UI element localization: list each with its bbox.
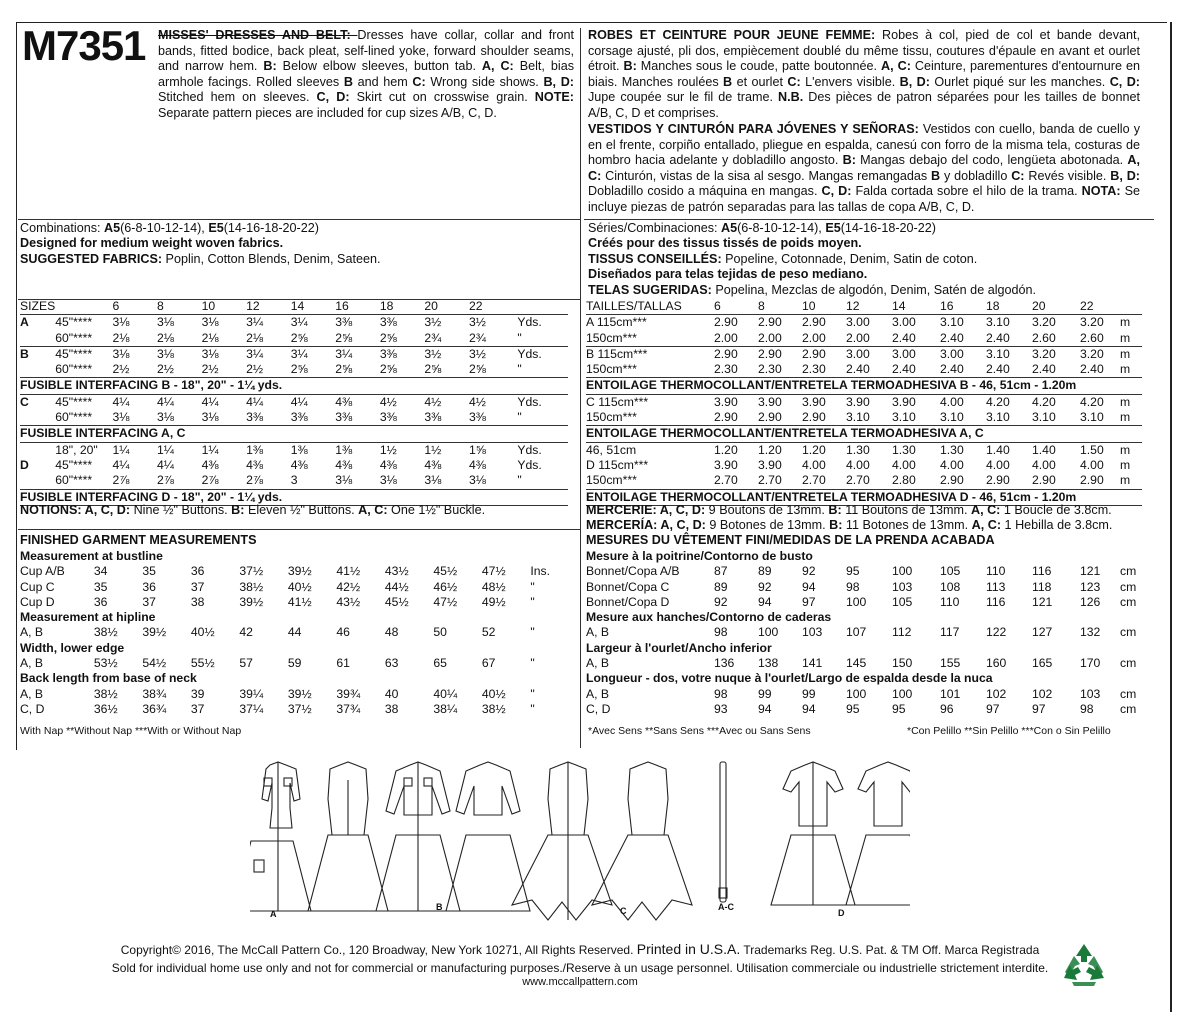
table-row: ENTOILAGE THERMOCOLLANT/ENTRETELA TERMOADHESIVA B - 46, 51cm - 1.20m [586,378,1142,394]
view-d-back [846,762,910,905]
finished-measurements-table [20,549,568,717]
website: www.mccallpattern.com [522,976,638,988]
finished-title-en: FINISHED GARMENT MEASUREMENTS [20,533,257,547]
table-row: Largeur à l'ourlet/Ancho inferior [586,640,772,655]
metric-table [586,299,1142,506]
info-line: Diseñados para telas tejidas de peso mediano. [588,267,868,282]
table-row: A, B 38½ 38¾ 39 39¼ 39½ 39¾ 40 40¼ 40½ " [20,686,535,701]
finished-title-fr-es: MESURES DU VÊTEMENT FINI/MEDIDAS DE LA PRENDA ACABADA [586,533,995,547]
table-row: D 115cm*** 3.90 3.90 4.00 4.00 4.00 4.00 4.00 4.00 4.00 m [586,457,1131,472]
recycle-icon [1060,942,1108,988]
table-row: Cup C 35 36 37 38½ 40½ 42½ 44½ 46½ 48½ " [20,579,535,594]
table-row: Bonnet/Copa D 92 94 97 100 105 110 116 121 126 cm [586,594,1137,609]
view-label-d: D [838,908,845,918]
table-row: Back length from base of neck [20,671,197,686]
table-row: Cup A/B 34 35 36 37½ 39½ 41½ 43½ 45½ 47½ Ins. [20,564,551,579]
table-row: A, B 98 99 99 100 100 101 102 102 103 cm [586,686,1137,701]
info-line: TELAS SUGERIDAS: Popelina, Mezclas de algodón, Denim, Satén de algodón. [588,282,1037,297]
table-row: 60"**** 2½ 2½ 2½ 2½ 2⅝ 2⅝ 2⅝ 2⅝ 2⅝ " [20,362,568,378]
table-row: B 115cm*** 2.90 2.90 2.90 3.00 3.00 3.00 3.10 3.20 3.20 m [586,346,1131,361]
table-row: 150cm*** 2.30 2.30 2.30 2.40 2.40 2.40 2.40 2.40 2.40 m [586,362,1142,378]
table-row: Measurement at bustline [20,549,163,563]
finished-measurements-table-metric [586,549,1142,717]
description-spanish: VESTIDOS Y CINTURÓN PARA JÓVENES Y SEÑORAS: Vestidos con cuello, banda de cuello y en el frente, corpiño entallado, pliegue en espalda, canesú con forro de la misma tela, costuras de hombro hacia adelante y dobladillo angosto. B: Mangas debajo del codo, lengüeta abotonada. A, C: Cinturón, vistas de la sisa al sesgo. Mangas remangadas B y dobladillo C: Revés visible. B, D: Dobladillo cosido a máquina en mangas. C, D: Falda cortada sobre el hilo de la trama. NOTA: Se incluye piezas de patrón separadas para las tallas de copa A/B, C, D. [588,122,1140,214]
series-info: Séries/Combinaciones: A5(6-8-10-12-14), E5(14-16-18-20-22) Créés pour des tissus tissés de poids moyen. TISSUS CONSEILLÉS: Popeline, Cotonnade, Denim, Satin de coton. Diseñados para telas tejidas de peso mediano. TELAS SUGERIDAS: Popelina, Mezclas de algodón, Denim, Satén de algodón. [588,221,1148,298]
table-row: 150cm*** 2.90 2.90 2.90 3.10 3.10 3.10 3.10 3.10 3.10 m [586,410,1142,426]
view-label-ac: A-C [718,902,734,912]
table-row: 60"**** 2⅛ 2⅛ 2⅛ 2⅛ 2⅝ 2⅝ 2⅝ 2¾ 2¾ " [20,331,568,347]
table-row: 150cm*** 2.70 2.70 2.70 2.70 2.80 2.90 2.90 2.90 2.90 m [586,473,1142,489]
table-row: FUSIBLE INTERFACING B - 18", 20" - 1¼ yds. [20,378,568,394]
title-misses-dresses: MISSES' DRESSES AND BELT: [158,28,358,42]
table-row: Longueur - dos, votre nuque à l'ourlet/Largo de espalda desde la nuca [586,671,993,686]
table-row: C 45"**** 4¼ 4¼ 4¼ 4¼ 4¼ 4⅜ 4½ 4½ 4½ Yds. [20,394,542,409]
table-row: C, D 93 94 94 95 95 96 97 97 98 cm [586,701,1137,716]
view-label-a: A [270,909,277,919]
table-row: A 45"**** 3⅛ 3⅛ 3⅛ 3¼ 3¼ 3⅜ 3⅜ 3½ 3½ Yds. [20,315,542,330]
table-row: TAILLES/TALLAS 6 8 10 12 14 16 18 20 22 [586,299,1142,315]
view-label-c: C [620,906,627,916]
yardage-table [20,299,568,506]
notions: NOTIONS: A, C, D: Nine ½" Buttons. B: Eleven ½" Buttons. A, C: One 1½" Buckle. [20,503,486,517]
table-row: D 45"**** 4¼ 4¼ 4⅜ 4⅜ 4⅜ 4⅜ 4⅜ 4⅜ 4⅜ Yds. [20,457,542,472]
table-row: SIZES 6 8 10 12 14 16 18 20 22 [20,299,568,315]
table-row: A, B 136 138 141 145 150 155 160 165 170 cm [586,656,1137,671]
table-row: 46, 51cm 1.20 1.20 1.20 1.30 1.30 1.30 1.40 1.40 1.50 m [586,442,1131,457]
nap-footnote-fr: *Avec Sens **Sans Sens ***Avec ou Sans Sens [588,725,811,737]
table-row: Bonnet/Copa A/B 87 89 92 95 100 105 110 116 121 cm [586,564,1137,579]
mercerie-line: MERCERIE: A, C, D: 9 Boutons de 13mm. B: 11 Boutons de 13mm. A, C: 1 Boucle de 3.8cm. [586,503,1112,517]
description-english: MISSES' DRESSES AND BELT: Dresses have collar, collar and front bands, fitted bodice, back pleat, self-lined yoke, forward shoulder seams, and narrow hem. B: Below elbow sleeves, button tab. A, C: Belt, bias armhole facings. Rolled sleeves B and hem C: Wrong side shows. B, D: Stitched hem on sleeves. C, D: Skirt cut on crosswise grain. NOTE: Separate pattern pieces are included for cup sizes A/B, C, D. [158,28,574,120]
view-a-back [308,762,388,911]
view-b-back [446,762,530,911]
table-row: Mesure aux hanches/Contorno de caderas [586,610,832,625]
right-edge-bar [1170,22,1172,1012]
usage-line: Sold for individual home use only and not for commercial or manufacturing purposes./Reserve à un usage personnel. Utilisation commerciale ou industrielle strictement interdite. [111,961,1049,975]
suggested-fabrics: Poplin, Cotton Blends, Denim, Sateen. [162,251,381,266]
view-b-front [376,762,460,911]
table-row: Cup D 36 37 38 39½ 41½ 43½ 45½ 47½ 49½ " [20,594,535,609]
view-c-back [592,762,692,920]
table-row: 60"**** 3⅛ 3⅛ 3⅛ 3⅜ 3⅜ 3⅜ 3⅜ 3⅜ 3⅜ " [20,410,568,426]
table-row: ENTOILAGE THERMOCOLLANT/ENTRETELA TERMOADHESIVA D - 46, 51cm - 1.20m [586,489,1142,505]
table-row: Mesure à la poitrine/Contorno de busto [586,549,813,563]
column-divider [580,28,581,748]
table-row: C 115cm*** 3.90 3.90 3.90 3.90 3.90 4.00 4.20 4.20 4.20 m [586,394,1131,409]
table-row: 18", 20" 1¼ 1¼ 1¼ 1⅜ 1⅜ 1⅜ 1½ 1½ 1⅝ Yds. [55,442,542,457]
info-line: TISSUS CONSEILLÉS: Popeline, Cotonnade, Denim, Satin de coton. [588,251,978,266]
description-french: ROBES ET CEINTURE POUR JEUNE FEMME: Robes à col, pied de col et bande devant, corsage ajusté, pli dos, empiècement doublé du même tissu, coutures d'épaule en avant et ourlet étroit. B: Manches sous le coude, patte boutonnée. A, C: Ceinture, parementures d'entournure en biais. Manches roulées B et ourlet C: L'envers visible. B, D: Ourlet piqué sur les manches. C, D: Jupe coupée sur le fil de trame. N.B. Des pièces de patron séparées pour les tailles de bonnet A/B, C, D et comprises. [588,28,1141,120]
table-row: ENTOILAGE THERMOCOLLANT/ENTRETELA TERMOADHESIVA A, C [586,426,1142,442]
designed-for: Designed for medium weight woven fabrics. [20,236,284,251]
mercerie [586,503,1146,534]
garment-views [250,760,910,925]
table-row: C, D 36½ 36¾ 37 37¼ 37½ 37¾ 38 38¼ 38½ " [20,701,535,716]
combinations: Combinations: A5(6-8-10-12-14), E5(14-16-18-20-22) Designed for medium weight woven fabrics. SUGGESTED FABRICS: Poplin, Cotton Blends, Denim, Sateen. [20,221,381,266]
table-row: A, B 53½ 54½ 55½ 57 59 61 63 65 67 " [20,656,535,671]
suggested-label: SUGGESTED FABRICS: [20,251,163,266]
table-row: FUSIBLE INTERFACING A, C [20,426,568,442]
pattern-code: M7351 [22,22,146,69]
table-row: 60"**** 2⅞ 2⅞ 2⅞ 2⅞ 3 3⅛ 3⅛ 3⅛ 3⅛ " [20,473,568,489]
table-row: A 115cm*** 2.90 2.90 2.90 3.00 3.00 3.10 3.10 3.20 3.20 m [586,315,1131,330]
table-row: Bonnet/Copa C 89 92 94 98 103 108 113 118 123 cm [586,579,1137,594]
view-a-front [250,762,311,911]
table-row: A, B 38½ 39½ 40½ 42 44 46 48 50 52 " [20,625,535,640]
view-d-front [771,762,855,905]
nap-footnote-es: *Con Pelillo **Sin Pelillo ***Con o Sin Pelillo [907,725,1111,737]
table-row: 150cm*** 2.00 2.00 2.00 2.00 2.40 2.40 2.40 2.60 2.60 m [586,331,1142,347]
table-row: B 45"**** 3⅛ 3⅛ 3⅛ 3¼ 3¼ 3¼ 3⅜ 3½ 3½ Yds. [20,346,542,361]
table-row: FUSIBLE INTERFACING D - 18", 20" - 1¼ yds. [20,489,568,505]
nap-footnote: With Nap **Without Nap ***With or Without Nap [20,725,242,737]
table-row: Width, lower edge [20,640,125,655]
belt [719,762,727,902]
table-row: Measurement at hipline [20,610,156,625]
view-label-b: B [436,902,443,912]
mercerie-line: MERCERÍA: A, C, D: 9 Botones de 13mm. B: 11 Botones de 13mm. A, C: 1 Hebilla de 3.8cm. [586,518,1113,533]
info-line: Créés pour des tissus tissés de poids moyen. [588,236,862,251]
table-row: A, B 98 100 103 107 112 117 122 127 132 cm [586,625,1137,640]
copyright-line: Copyright© 2016, The McCall Pattern Co., 120 Broadway, New York 10271, All Rights Reserved. Printed in U.S.A. Trademarks Reg. U.S. Pat. & TM Off. Marca Registrada [120,941,1040,957]
